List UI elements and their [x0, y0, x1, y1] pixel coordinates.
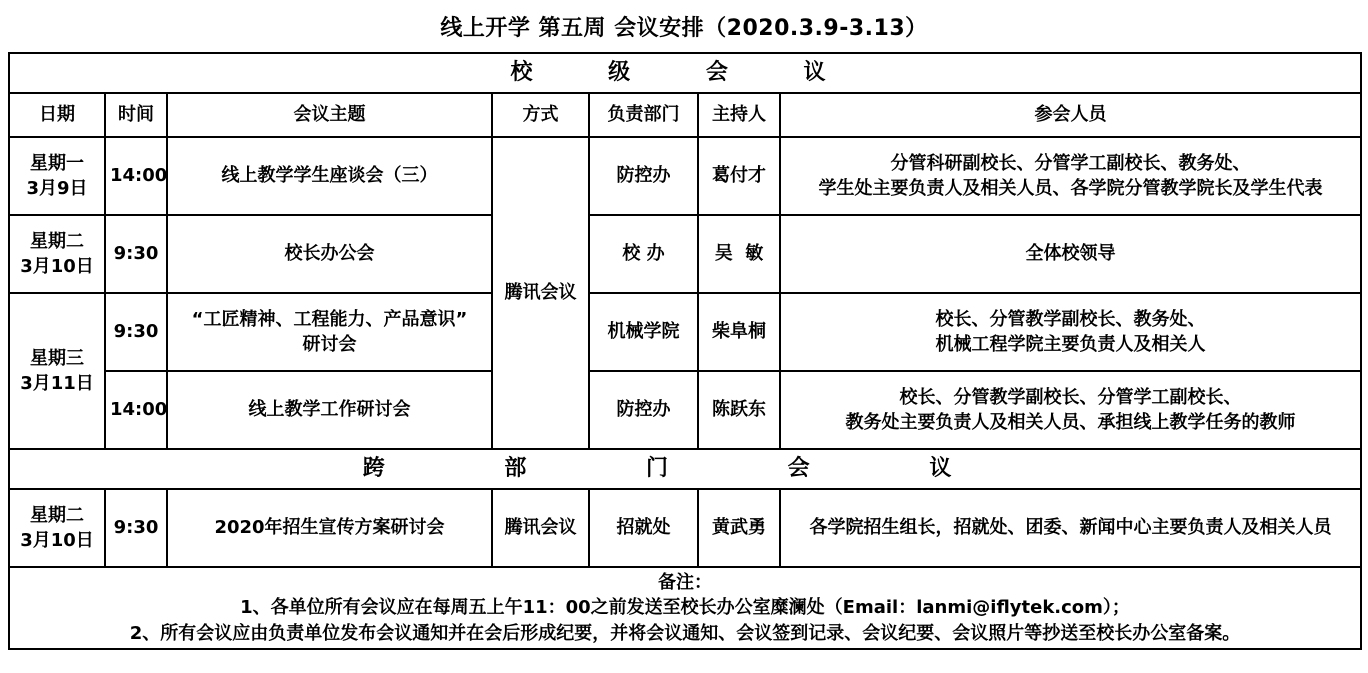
- dept-cell: 防控办: [589, 137, 698, 215]
- header-date: 日期: [9, 93, 105, 137]
- topic-cell: 线上教学工作研讨会: [167, 371, 492, 449]
- note-item: 2、所有会议应由负责单位发布会议通知并在会后形成纪要，并将会议通知、会议签到记录、会议纪要、会议照片等抄送至校长办公室备案。: [129, 622, 1241, 644]
- note-item: 1、各单位所有会议应在每周五上午11：00之前发送至校长办公室糜澜处（Email：lanmi@iflytek.com）；: [240, 597, 1130, 619]
- host-cell: 黄武勇: [698, 489, 780, 567]
- mode-cell: 腾讯会议: [492, 137, 589, 449]
- notes-heading: 备注：: [658, 572, 712, 594]
- topic-cell: 线上教学学生座谈会（三）: [167, 137, 492, 215]
- date-cell: 星期三 3月11日: [9, 293, 105, 449]
- table-row: [9, 293, 1361, 371]
- dept-cell: 校 办: [589, 215, 698, 293]
- notes-cell: [9, 567, 1361, 649]
- table-row: [9, 371, 1361, 449]
- table-row: [9, 215, 1361, 293]
- dept-cell: 机械学院: [589, 293, 698, 371]
- dept-cell: 防控办: [589, 371, 698, 449]
- attendees-cell: 各学院招生组长，招就处、团委、新闻中心主要负责人及相关人员: [780, 489, 1361, 567]
- document-title: 线上开学 第五周 会议安排（2020.3.9-3.13）: [440, 15, 928, 41]
- attendees-cell: 全体校领导: [780, 215, 1361, 293]
- header-dept: 负责部门: [589, 93, 698, 137]
- attendees-cell: 校长、分管教学副校长、分管学工副校长、 教务处主要负责人及相关人员、承担线上教学任务的教师: [780, 371, 1361, 449]
- attendees-cell: 分管科研副校长、分管学工副校长、教务处、 学生处主要负责人及相关人员、各学院分管教学院长及学生代表: [780, 137, 1361, 215]
- header-mode: 方式: [492, 93, 589, 137]
- host-cell: 葛付才: [698, 137, 780, 215]
- host-cell: 陈跃东: [698, 371, 780, 449]
- host-cell: 吴 敏: [698, 215, 780, 293]
- topic-cell: “工匠精神、工程能力、产品意识” 研讨会: [167, 293, 492, 371]
- topic-cell: 2020年招生宣传方案研讨会: [167, 489, 492, 567]
- meeting-schedule-table: [8, 52, 1362, 650]
- attendees-cell: 校长、分管教学副校长、教务处、 机械工程学院主要负责人及相关人: [780, 293, 1361, 371]
- time-cell: 9:30: [105, 293, 167, 371]
- time-cell: 14:00: [105, 371, 167, 449]
- header-topic: 会议主题: [167, 93, 492, 137]
- table-row: [9, 137, 1361, 215]
- table-row: [9, 489, 1361, 567]
- mode-cell: 腾讯会议: [492, 489, 589, 567]
- header-attendees: 参会人员: [780, 93, 1361, 137]
- topic-cell: 校长办公会: [167, 215, 492, 293]
- cross-section-heading: 跨 部 门 会 议: [9, 449, 1361, 489]
- school-section-row: [9, 53, 1361, 93]
- time-cell: 9:30: [105, 215, 167, 293]
- notes-row: [9, 567, 1361, 649]
- date-cell: 星期二 3月10日: [9, 215, 105, 293]
- dept-cell: 招就处: [589, 489, 698, 567]
- school-section-heading: 校 级 会 议: [9, 53, 1361, 93]
- date-cell: 星期二 3月10日: [9, 489, 105, 567]
- time-cell: 9:30: [105, 489, 167, 567]
- header-host: 主持人: [698, 93, 780, 137]
- header-time: 时间: [105, 93, 167, 137]
- header-row: [9, 93, 1361, 137]
- cross-section-row: [9, 449, 1361, 489]
- time-cell: 14:00: [105, 137, 167, 215]
- date-cell: 星期一 3月9日: [9, 137, 105, 215]
- host-cell: 柴阜桐: [698, 293, 780, 371]
